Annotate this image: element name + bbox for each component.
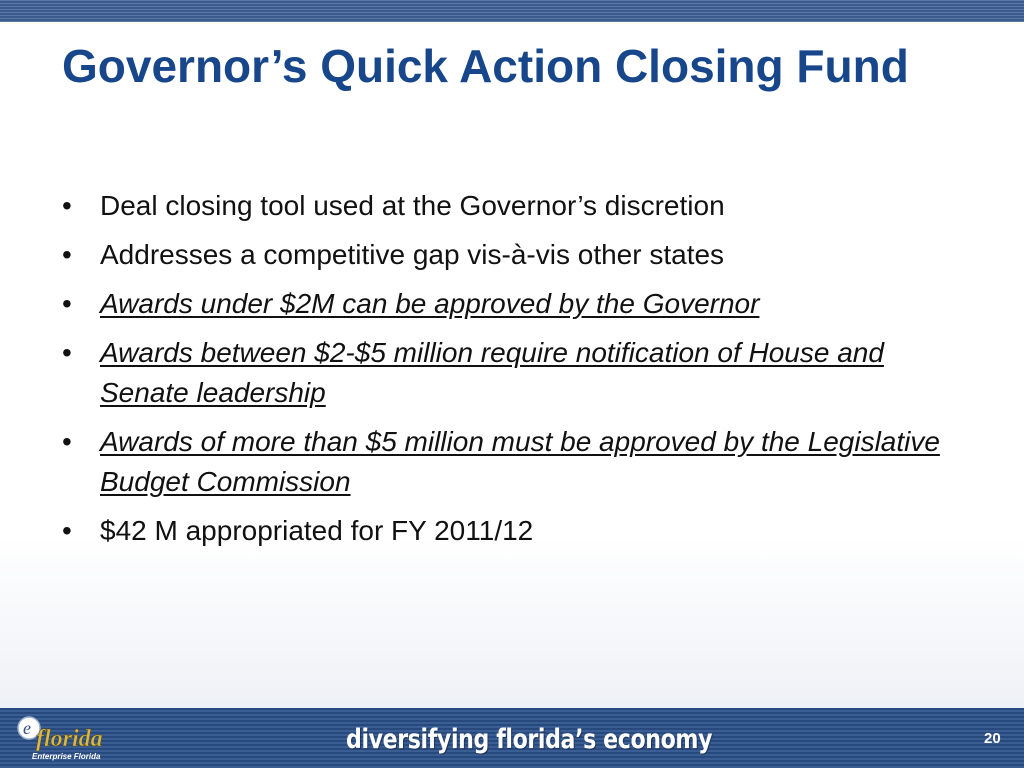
bullet-text: Awards of more than $5 million must be approved by the Legislative Budget Commission bbox=[100, 426, 940, 497]
bullet-item bbox=[62, 284, 972, 324]
bullet-text: $42 M appropriated for FY 2011/12 bbox=[100, 515, 534, 546]
bullet-text: Deal closing tool used at the Governor’s discretion bbox=[100, 190, 725, 221]
logo-script-florida: florida bbox=[36, 726, 103, 752]
enterprise-florida-logo bbox=[12, 713, 104, 763]
footer-slogan: diversifying florida’s economy bbox=[346, 724, 713, 755]
bullet-text: Awards under $2M can be approved by the Governor bbox=[100, 288, 760, 319]
bullet-text: Awards between $2-$5 million require notification of House and Senate leadership bbox=[100, 337, 884, 408]
slide-title: Governor’s Quick Action Closing Fund bbox=[62, 40, 909, 92]
bullet-item bbox=[62, 235, 972, 275]
bullet-dot-icon: • bbox=[62, 515, 72, 546]
bullet-dot-icon: • bbox=[62, 426, 72, 457]
page-number: 20 bbox=[984, 730, 1001, 747]
bullet-dot-icon: • bbox=[62, 190, 72, 221]
top-header-band bbox=[0, 0, 1024, 22]
bullet-dot-icon: • bbox=[62, 288, 72, 319]
bullet-item bbox=[62, 422, 972, 502]
bullet-list bbox=[62, 186, 972, 560]
bullet-item bbox=[62, 186, 972, 226]
bullet-dot-icon: • bbox=[62, 337, 72, 368]
logo-letter-e: e bbox=[23, 718, 31, 738]
bullet-item bbox=[62, 511, 972, 551]
logo-caption: Enterprise Florida bbox=[32, 752, 101, 761]
bullet-dot-icon: • bbox=[62, 239, 72, 270]
bullet-text: Addresses a competitive gap vis-à-vis other states bbox=[100, 239, 725, 270]
bullet-item bbox=[62, 333, 972, 413]
